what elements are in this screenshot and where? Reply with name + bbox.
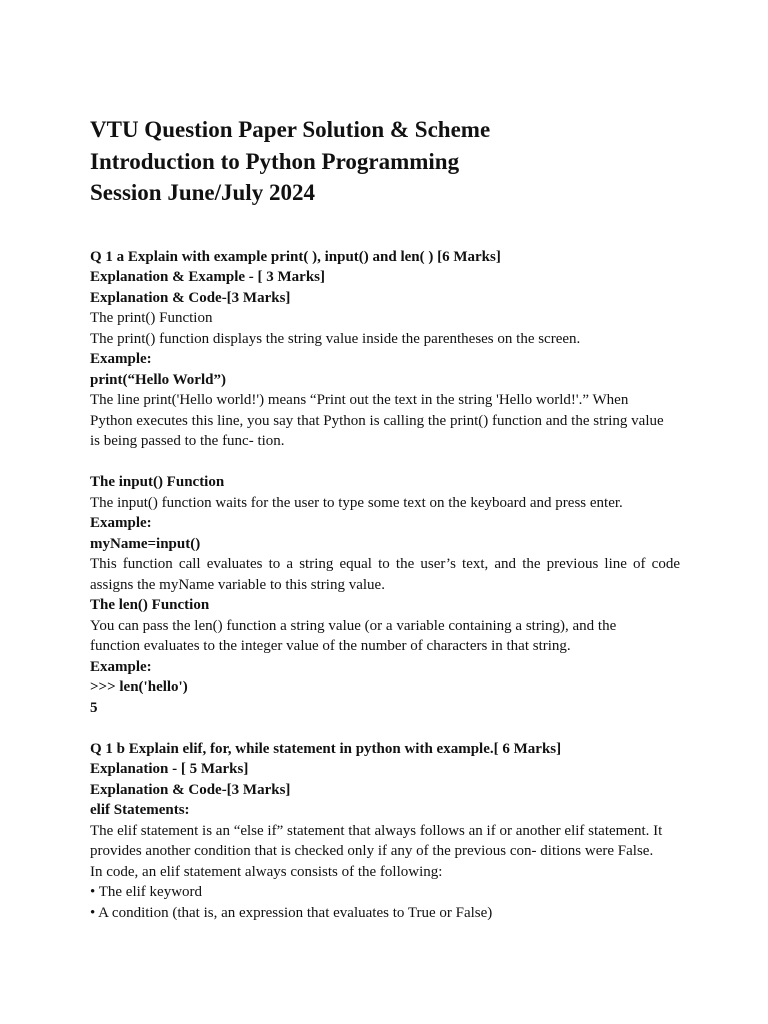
q1b-marks-2: Explanation & Code-[3 Marks] [90,781,291,798]
spacer [90,452,680,473]
print-desc: The print() function displays the string value inside the parentheses on the screen. [90,330,581,347]
q1a-heading: Q 1 a Explain with example print( ), input() and len( ) [6 Marks] [90,248,501,265]
q1b-heading: Q 1 b Explain elif, for, while statement in python with example.[ 6 Marks] [90,740,562,757]
list-item: • A condition (that is, an expression that evaluates to True or False) [90,904,493,921]
print-explanation-1: The line print('Hello world!') means “Print out the text in the string 'Hello world!'.” When [90,392,629,408]
q1a-marks-2: Explanation & Code-[3 Marks] [90,289,291,306]
input-title: The input() Function [90,474,225,490]
elif-desc-1: The elif statement is an “else if” statement that always follows an if or another elif statement. It [90,822,663,839]
len-example-label: Example: [90,658,152,675]
q1a-marks-1: Explanation & Example - [ 3 Marks] [90,269,326,285]
document-page [90,114,680,923]
title-line-1: VTU Question Paper Solution & Scheme [90,117,491,142]
print-example-label: Example: [90,351,152,367]
spacer [90,718,680,739]
input-explanation: This function call evaluates to a string equal to the user’s text, and the previous line of code assigns the myName variable to this string value. [90,556,680,593]
len-desc-1: You can pass the len() function a string value (or a variable containing a string), and the [90,617,617,634]
print-explanation-3: is being passed to the func- tion. [90,433,285,449]
len-desc-2: function evaluates to the integer value of the number of characters in that string. [90,638,571,654]
input-example-label: Example: [90,515,152,531]
document-title [90,114,680,209]
q1b-marks-1: Explanation - [ 5 Marks] [90,761,249,777]
elif-desc-2: provides another condition that is checked only if any of the previous con- ditions were False. [90,843,654,859]
title-line-2: Introduction to Python Programming [90,148,460,174]
print-title: The print() Function [90,310,213,326]
len-title: The len() Function [90,597,210,613]
document-body [90,247,680,924]
input-example-code: myName=input() [90,535,201,552]
input-desc: The input() function waits for the user to type some text on the keyboard and press enter. [90,494,623,511]
list-item: • The elif keyword [90,884,203,900]
title-line-3: Session June/July 2024 [90,180,315,205]
print-example-code: print(“Hello World”) [90,371,226,388]
elif-desc-3: In code, an elif statement always consists of the following: [90,863,443,880]
elif-title: elif Statements: [90,802,190,818]
len-example-output: 5 [90,699,98,716]
print-explanation-2: Python executes this line, you say that Python is calling the print() function and the string value [90,412,664,429]
len-example-code: >>> len('hello') [90,679,188,695]
